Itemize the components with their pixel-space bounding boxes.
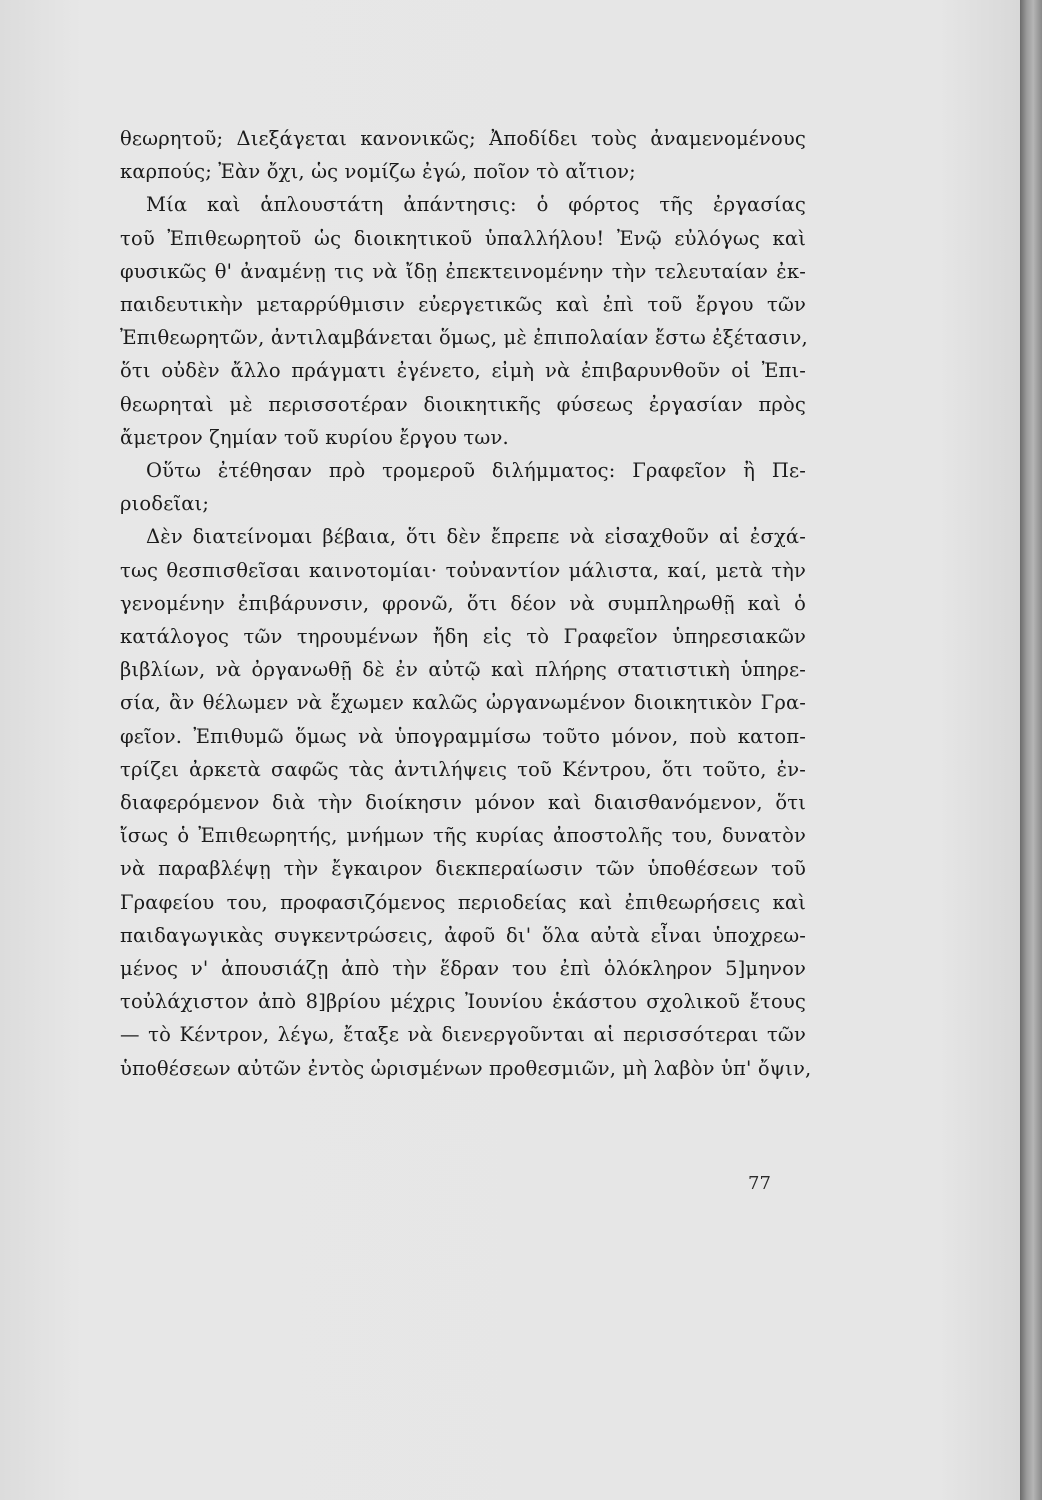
- text-line: φεῖον. Ἐπιθυμῶ ὅμως νὰ ὑπογραμμίσω τοῦτο μόνον, ποὺ κατοπ-: [120, 724, 806, 748]
- text-line: κατάλογος τῶν τηρουμένων ἤδη εἰς τὸ Γραφεῖον ὑπηρεσιακῶν: [120, 625, 806, 649]
- page-edge-shadow: [1020, 0, 1042, 1500]
- text-line: διαφερόμενον διὰ τὴν διοίκησιν μόνον καὶ διαισθανόμενον, ὅτι: [120, 791, 806, 815]
- text-line: ἄμετρον ζημίαν τοῦ κυρίου ἔργου των.: [120, 425, 509, 449]
- text-line: τοὐλάχιστον ἀπὸ 8]βρίου μέχρις Ἰουνίου ἑκάστου σχολικοῦ ἔτους: [120, 990, 806, 1014]
- text-line: Ἐπιθεωρητῶν, ἀντιλαμβάνεται ὅμως, μὲ ἐπιπολαίαν ἔστω ἐξέτασιν,: [120, 326, 808, 350]
- text-line: Γραφείου του, προφασιζόμενος περιοδείας καὶ ἐπιθεωρήσεις καὶ: [120, 890, 806, 914]
- text-line: γενομένην ἐπιβάρυνσιν, φρονῶ, ὅτι δέον νὰ συμπληρωθῇ καὶ ὁ: [120, 591, 806, 615]
- text-line: θεωρητοῦ; Διεξάγεται κανονικῶς; Ἀποδίδει τοὺς ἀναμενομένους: [120, 127, 806, 150]
- text-line: ἴσως ὁ Ἐπιθεωρητής, μνήμων τῆς κυρίας ἀποστολῆς του, δυνατὸν: [120, 824, 806, 848]
- text-line: Οὕτω ἐτέθησαν πρὸ τρομεροῦ διλήμματος: Γραφεῖον ἢ Πε-: [146, 459, 806, 483]
- text-line: τοῦ Ἐπιθεωρητοῦ ὡς διοικητικοῦ ὑπαλλήλου! Ἐνῷ εὐλόγως καὶ: [120, 226, 806, 250]
- text-line: τως θεσπισθεῖσαι καινοτομίαι· τοὐναντίον μάλιστα, καί, μετὰ τὴν: [120, 558, 806, 582]
- text-line: ὑποθέσεων αὐτῶν ἐντὸς ὡρισμένων προθεσμιῶν, μὴ λαβὸν ὑπ' ὄψιν,: [120, 1056, 812, 1080]
- text-line: παιδευτικὴν μεταρρύθμισιν εὐεργετικῶς καὶ ἐπὶ τοῦ ἔργου τῶν: [120, 293, 806, 317]
- text-line: ριοδεῖαι;: [120, 492, 210, 516]
- page-number: 77: [748, 1173, 771, 1194]
- text-line: καρπούς; Ἐὰν ὄχι, ὡς νομίζω ἐγώ, ποῖον τὸ αἴτιον;: [120, 160, 636, 184]
- text-line: νὰ παραβλέψῃ τὴν ἔγκαιρον διεκπεραίωσιν τῶν ὑποθέσεων τοῦ: [120, 857, 806, 881]
- text-line: — τὸ Κέντρον, λέγω, ἔταξε νὰ διενεργοῦνται αἱ περισσότεραι τῶν: [120, 1023, 806, 1047]
- text-line: παιδαγωγικὰς συγκεντρώσεις, ἀφοῦ δι' ὅλα αὐτὰ εἶναι ὑποχρεω-: [120, 923, 806, 947]
- text-line: Μία καὶ ἁπλουστάτη ἀπάντησις: ὁ φόρτος τῆς ἐργασίας: [146, 193, 806, 217]
- text-line: φυσικῶς θ' ἀναμένῃ τις νὰ ἴδῃ ἐπεκτεινομένην τὴν τελευταίαν ἐκ-: [120, 259, 806, 283]
- text-line: τρίζει ἀρκετὰ σαφῶς τὰς ἀντιλήψεις τοῦ Κέντρου, ὅτι τοῦτο, ἐν-: [120, 757, 806, 781]
- body-text: [120, 122, 812, 1085]
- text-line: μένος ν' ἀπουσιάζῃ ἀπὸ τὴν ἕδραν του ἐπὶ ὁλόκληρον 5]μηνον: [120, 957, 806, 981]
- text-line: βιβλίων, νὰ ὀργανωθῇ δὲ ἐν αὐτῷ καὶ πλήρης στατιστικὴ ὑπηρε-: [120, 658, 806, 682]
- text-line: σία, ἂν θέλωμεν νὰ ἔχωμεν καλῶς ὠργανωμένον διοικητικὸν Γρα-: [120, 691, 806, 715]
- text-line: ὅτι οὐδὲν ἄλλο πράγματι ἐγένετο, εἰμὴ νὰ ἐπιβαρυνθοῦν οἱ Ἐπι-: [120, 359, 806, 383]
- text-line: θεωρηταὶ μὲ περισσοτέραν διοικητικῆς φύσεως ἐργασίαν πρὸς: [120, 392, 806, 416]
- text-line: Δὲν διατείνομαι βέβαια, ὅτι δὲν ἔπρεπε νὰ εἰσαχθοῦν αἱ ἐσχά-: [146, 525, 806, 549]
